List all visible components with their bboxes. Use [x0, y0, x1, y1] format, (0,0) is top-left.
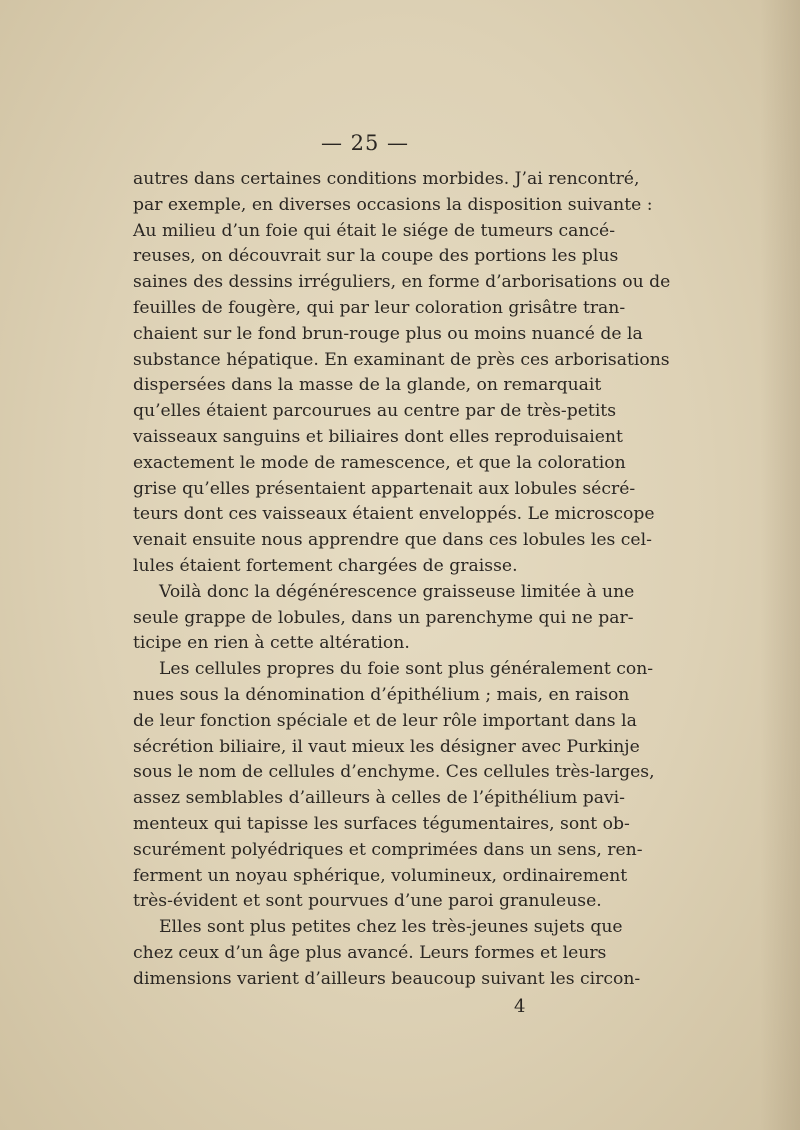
text-line: qu’elles étaient parcourues au centre par de très-petits [133, 401, 617, 422]
text-line: venait ensuite nous apprendre que dans ces lobules les cel- [133, 530, 652, 551]
text-line: nues sous la dénomination d’épithélium ; mais, en raison [133, 684, 630, 705]
text-line: Voilà donc la dégénérescence graisseuse limitée à une [159, 581, 635, 602]
text-line: de leur fonction spéciale et de leur rôle important dans la [133, 710, 637, 731]
text-line: saines des dessins irréguliers, en forme d’arborisations ou de [133, 272, 671, 293]
text-line: Elles sont plus petites chez les très-jeunes sujets que [159, 917, 623, 938]
text-line: chaient sur le fond brun-rouge plus ou moins nuancé de la [133, 323, 643, 344]
text-line: grise qu’elles présentaient appartenait aux lobules sécré- [133, 478, 636, 499]
page-number-header: — 25 — [320, 131, 410, 155]
text-line: vaisseaux sanguins et biliaires dont elles reproduisaient [133, 426, 623, 447]
text-line: menteux qui tapisse les surfaces tégumentaires, sont ob- [133, 813, 630, 834]
text-line: Au milieu d’un foie qui était le siége de tumeurs cancé- [133, 220, 616, 241]
text-line: par exemple, en diverses occasions la disposition suivante : [133, 194, 653, 215]
text-line: dimensions varient d’ailleurs beaucoup suivant les circon- [133, 968, 641, 989]
text-line: dispersées dans la masse de la glande, on remarquait [133, 375, 602, 396]
text-line: scurément polyédriques et comprimées dans un sens, ren- [133, 839, 643, 860]
signature-mark: 4 [514, 996, 526, 1017]
text-line: chez ceux d’un âge plus avancé. Leurs formes et leurs [133, 942, 607, 963]
text-line: Les cellules propres du foie sont plus généralement con- [159, 659, 654, 680]
text-line: reuses, on découvrait sur la coupe des portions les plus [133, 246, 619, 267]
text-line: ferment un noyau sphérique, volumineux, ordinairement [133, 865, 628, 886]
text-line: sous le nom de cellules d’enchyme. Ces cellules très-larges, [133, 762, 655, 783]
text-line: seule grappe de lobules, dans un parenchyme qui ne par- [133, 607, 634, 628]
body-text [133, 167, 671, 993]
text-line: autres dans certaines conditions morbides. J’ai rencontré, [133, 169, 640, 189]
text-line: ticipe en rien à cette altération. [133, 633, 410, 654]
text-line: assez semblables d’ailleurs à celles de l’épithélium pavi- [133, 788, 625, 809]
text-line: très-évident et sont pourvues d’une paroi granuleuse. [133, 891, 602, 912]
text-line: exactement le mode de ramescence, et que la coloration [133, 452, 626, 473]
page-edge-shadow [760, 0, 800, 1130]
text-line: substance hépatique. En examinant de près ces arborisations [133, 349, 670, 370]
text-line: teurs dont ces vaisseaux étaient enveloppés. Le microscope [133, 504, 655, 525]
text-line: lules étaient fortement chargées de graisse. [133, 555, 518, 576]
text-line: feuilles de fougère, qui par leur coloration grisâtre tran- [133, 297, 626, 318]
text-line: sécrétion biliaire, il vaut mieux les désigner avec Purkinje [133, 736, 640, 757]
